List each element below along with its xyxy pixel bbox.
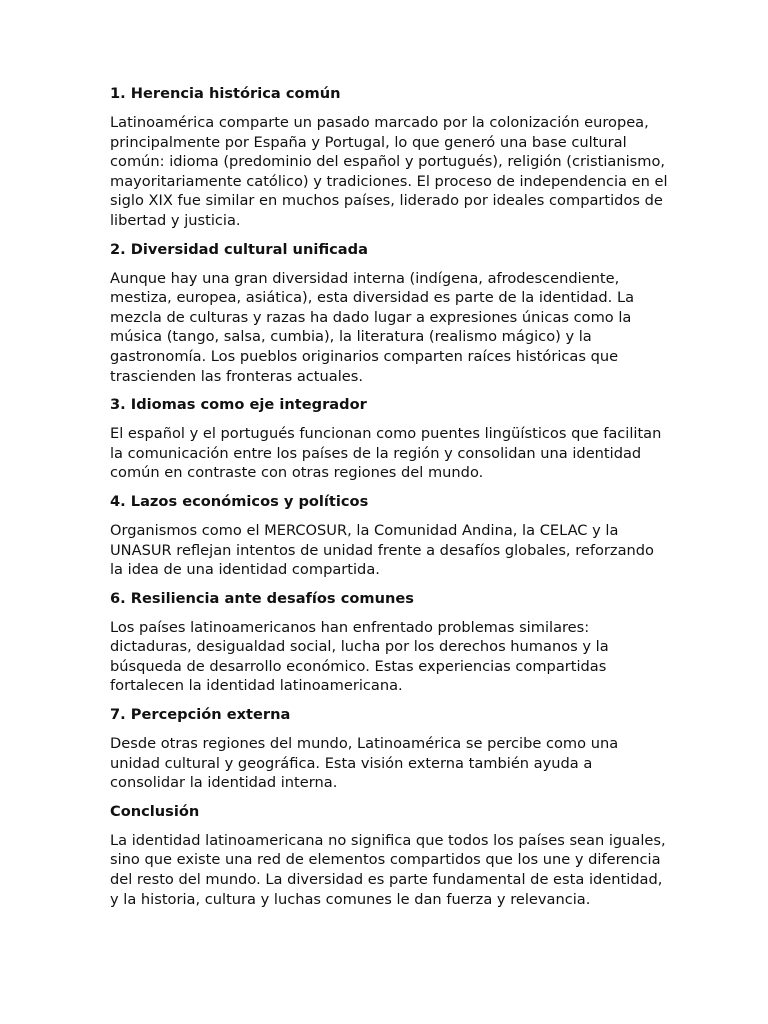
- section-heading: 1. Herencia histórica común: [110, 85, 341, 102]
- section-paragraph: El español y el portugués funcionan como puentes lingüísticos que facilitan la comunicación entre los países de la región y consolidan una identidad común en contraste con otras regiones del mundo.: [110, 425, 662, 482]
- section-heading: 4. Lazos económicos y políticos: [110, 492, 369, 510]
- section-diversidad-cultural: [110, 240, 668, 387]
- section-paragraph: Latinoamérica comparte un pasado marcado por la colonización europea, principalmente por España y Portugal, lo que generó una base cultural común: idioma (predominio del español y portugués), religión (cristianismo, mayoritariamente católico) y tradiciones. El proceso de independencia en el siglo XIX fue similar en muchos países, liderado por ideales compartidos de libertad y justicia.: [110, 114, 668, 229]
- section-resiliencia: [110, 589, 668, 696]
- section-paragraph: La identidad latinoamericana no significa que todos los países sean iguales, sino que existe una red de elementos compartidos que los une y diferencia del resto del mundo. La diversidad es parte fundamental de esta identidad, y la historia, cultura y luchas comunes le dan fuerza y relevancia.: [110, 831, 666, 908]
- section-heading: 2. Diversidad cultural unificada: [110, 240, 368, 258]
- section-paragraph: Los países latinoamericanos han enfrentado problemas similares: dictaduras, desigualdad social, lucha por los derechos humanos y la búsqueda de desarrollo económico. Estas experiencias compartidas fortalecen la identidad latinoamericana.: [110, 618, 609, 695]
- section-heading: 3. Idiomas como eje integrador: [110, 396, 367, 414]
- section-heading: 6. Resiliencia ante desafíos comunes: [110, 589, 414, 607]
- section-paragraph: Desde otras regiones del mundo, Latinoamérica se percibe como una unidad cultural y geográfica. Esta visión externa también ayuda a consolidar la identidad interna.: [110, 735, 619, 792]
- section-paragraph: Organismos como el MERCOSUR, la Comunidad Andina, la CELAC y la UNASUR reflejan intentos de unidad frente a desafíos globales, reforzando la idea de una identidad compartida.: [110, 521, 654, 579]
- section-conclusion: [110, 802, 668, 909]
- section-herencia-historica: [110, 84, 668, 231]
- section-percepcion-externa: [110, 705, 668, 793]
- section-heading: 7. Percepción externa: [110, 706, 291, 724]
- section-idiomas: [110, 395, 668, 483]
- section-heading: Conclusión: [110, 802, 200, 820]
- section-paragraph: Aunque hay una gran diversidad interna (indígena, afrodescendiente, mestiza, europea, asiática), esta diversidad es parte de la identidad. La mezcla de culturas y razas ha dado lugar a expresiones únicas como la música (tango, salsa, cumbia), la literatura (realismo mágico) y la gastronomía. Los pueblos originarios comparten raíces históricas que trascienden las fronteras actuales.: [110, 269, 635, 385]
- section-lazos-economicos: [110, 492, 668, 580]
